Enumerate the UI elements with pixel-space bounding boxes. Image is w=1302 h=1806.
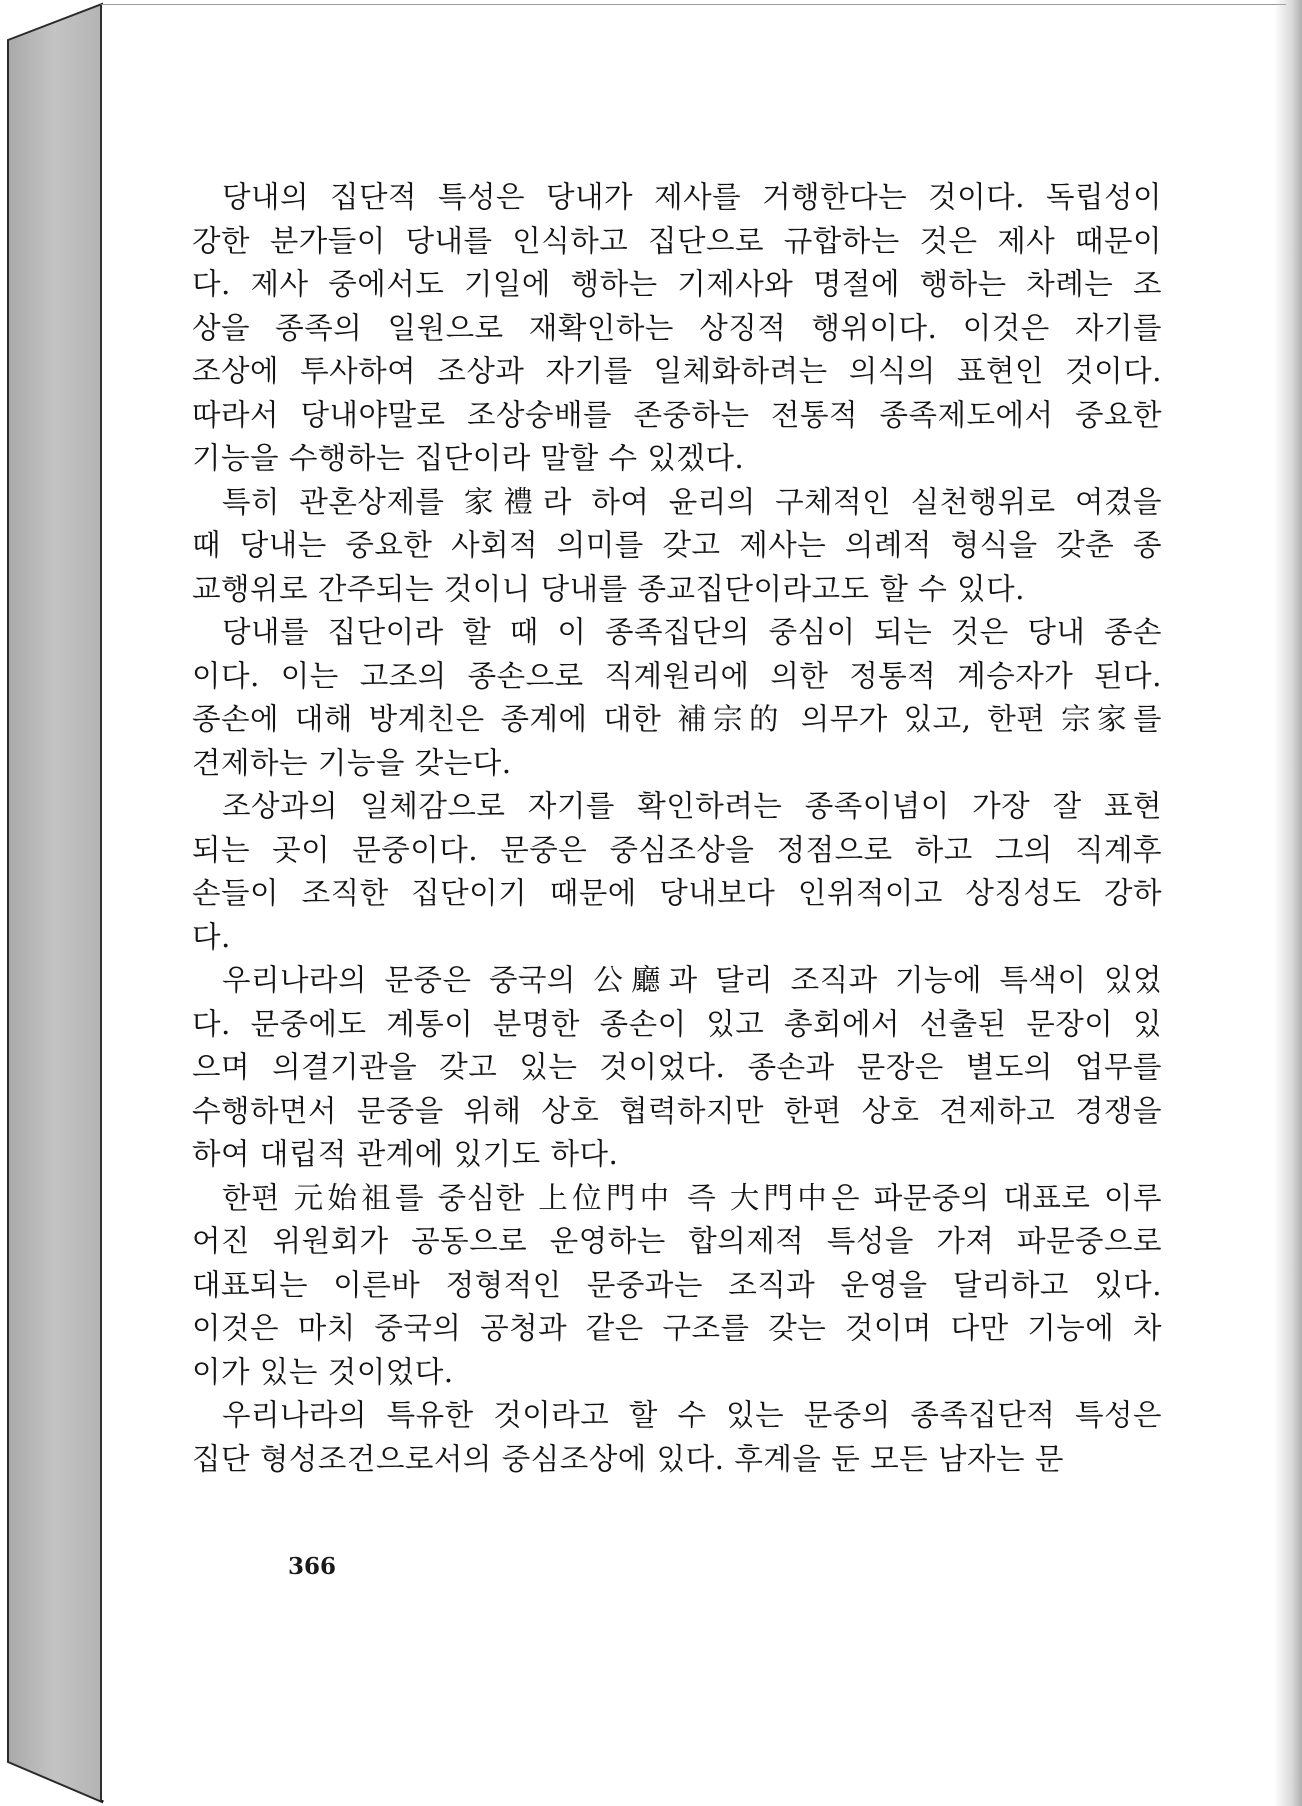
text-line: 이것은 마치 중국의 공청과 같은 구조를 갖는 것이며 다만 기능에 차 (192, 1311, 1162, 1345)
text-line: 다. (192, 919, 231, 954)
text-line: 하여 대립적 관계에 있기도 하다. (192, 1137, 619, 1171)
text-line: 으며 의결기관을 갖고 있는 것이었다. 종손과 문장은 별도의 업무를 (192, 1050, 1162, 1084)
text-line: 특히 관혼상제를 家禮라 하여 윤리의 구체적인 실천행위로 여겼을 (222, 484, 1162, 519)
text-line: 조상과의 일체감으로 자기를 확인하려는 종족이념이 가장 잘 표현 (222, 789, 1162, 823)
body-text (162, 176, 1162, 1481)
text-line: 이가 있는 것이었다. (192, 1354, 454, 1389)
paragraph (162, 1394, 1162, 1481)
paragraph (162, 176, 1162, 481)
text-line: 때 당내는 중요한 사회적 의미를 갖고 제사는 의례적 형식을 갖춘 종 (192, 528, 1162, 562)
paragraph (162, 611, 1162, 785)
page-edge-shadow (1274, 0, 1302, 1806)
text-line: 이다. 이는 고조의 종손으로 직계원리에 의한 정통적 계승자가 된다. (192, 658, 1162, 693)
paragraph (162, 1177, 1162, 1395)
book-spine (0, 0, 110, 1806)
text-line: 대표되는 이른바 정형적인 문중과는 조직과 운영을 달리하고 있다. (192, 1267, 1162, 1302)
text-line: 다. 문중에도 계통이 분명한 종손이 있고 총회에서 선출된 문장이 있 (192, 1006, 1162, 1041)
text-line: 다. 제사 중에서도 기일에 행하는 기제사와 명절에 행하는 차례는 조 (192, 267, 1162, 301)
paragraph (162, 959, 1162, 1177)
text-line: 조상에 투사하여 조상과 자기를 일체화하려는 의식의 표현인 것이다. (192, 354, 1162, 388)
text-line: 우리나라의 문중은 중국의 公廳과 달리 조직과 기능에 특색이 있었 (222, 963, 1162, 997)
text-line: 집단 형성조건으로서의 중심조상에 있다. 후계을 둔 모든 남자는 문 (192, 1441, 1064, 1476)
text-line: 되는 곳이 문중이다. 문중은 중심조상을 정점으로 하고 그의 직계후 (192, 832, 1162, 867)
text-line: 당내의 집단적 특성은 당내가 제사를 거행한다는 것이다. 독립성이 (222, 180, 1162, 214)
text-line: 우리나라의 특유한 것이라고 할 수 있는 문중의 종족집단적 특성은 (222, 1398, 1162, 1432)
text-line: 수행하면서 문중을 위해 상호 협력하지만 한편 상호 견제하고 경쟁을 (192, 1093, 1162, 1128)
text-line: 따라서 당내야말로 조상숭배를 존중하는 전통적 종족제도에서 중요한 (192, 397, 1162, 432)
text-line: 교행위로 간주되는 것이니 당내를 종교집단이라고도 할 수 있다. (192, 571, 1025, 606)
text-line: 종손에 대해 방계친은 종계에 대한 補宗的 의무가 있고, 한편 宗家를 (192, 702, 1162, 736)
paragraph (162, 785, 1162, 959)
text-line: 견제하는 기능을 갖는다. (192, 745, 512, 780)
paragraph (162, 481, 1162, 612)
book-spine-shape (0, 0, 110, 1806)
text-line: 한편 元始祖를 중심한 上位門中 즉 大門中은 파문중의 대표로 이루 (222, 1180, 1162, 1215)
text-line: 어진 위원회가 공동으로 운영하는 합의제적 특성을 가져 파문중으로 (192, 1224, 1162, 1258)
text-line: 당내를 집단이라 할 때 이 종족집단의 중심이 되는 것은 당내 종손 (222, 615, 1162, 649)
page-number: 366 (288, 1553, 337, 1580)
text-line: 기능을 수행하는 집단이라 말할 수 있겠다. (192, 441, 745, 475)
text-line: 상을 종족의 일원으로 재확인하는 상징적 행위이다. 이것은 자기를 (192, 310, 1162, 345)
text-line: 손들이 조직한 집단이기 때문에 당내보다 인위적이고 상징성도 강하 (192, 876, 1162, 910)
text-line: 강한 분가들이 당내를 인식하고 집단으로 규합하는 것은 제사 때문이 (192, 223, 1162, 258)
